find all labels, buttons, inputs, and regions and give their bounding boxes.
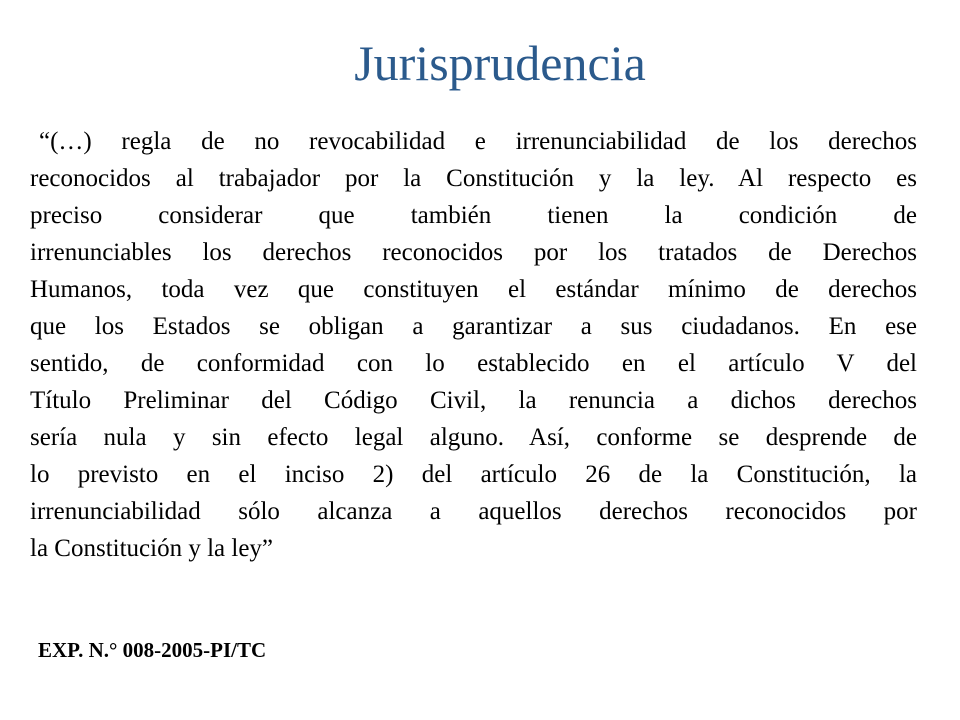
quote-line: Título Preliminar del Código Civil, la renuncia a dichos derechos <box>30 387 917 414</box>
quote-line: sentido, de conformidad con lo establecido en el artículo V del <box>30 350 917 377</box>
quote-line: reconocidos al trabajador por la Constitución y la ley. Al respecto es <box>30 165 917 192</box>
slide-title: Jurisprudencia <box>354 35 646 91</box>
quote-block <box>30 123 917 567</box>
case-citation: EXP. N.° 008-2005-PI/TC <box>38 638 267 662</box>
quote-line: sería nula y sin efecto legal alguno. Así, conforme se desprende de <box>30 424 917 451</box>
quote-line: irrenunciabilidad sólo alcanza a aquellos derechos reconocidos por <box>30 498 917 525</box>
quote-line: “(…) regla de no revocabilidad e irrenunciabilidad de los derechos <box>39 128 917 155</box>
quote-line: lo previsto en el inciso 2) del artículo 26 de la Constitución, la <box>30 461 917 488</box>
quote-line: que los Estados se obligan a garantizar a sus ciudadanos. En ese <box>30 313 917 340</box>
quote-line: la Constitución y la ley” <box>30 535 274 562</box>
quote-line: preciso considerar que también tienen la condición de <box>30 202 917 229</box>
quote-line: irrenunciables los derechos reconocidos por los tratados de Derechos <box>30 239 917 266</box>
quote-line: Humanos, toda vez que constituyen el estándar mínimo de derechos <box>30 276 917 303</box>
